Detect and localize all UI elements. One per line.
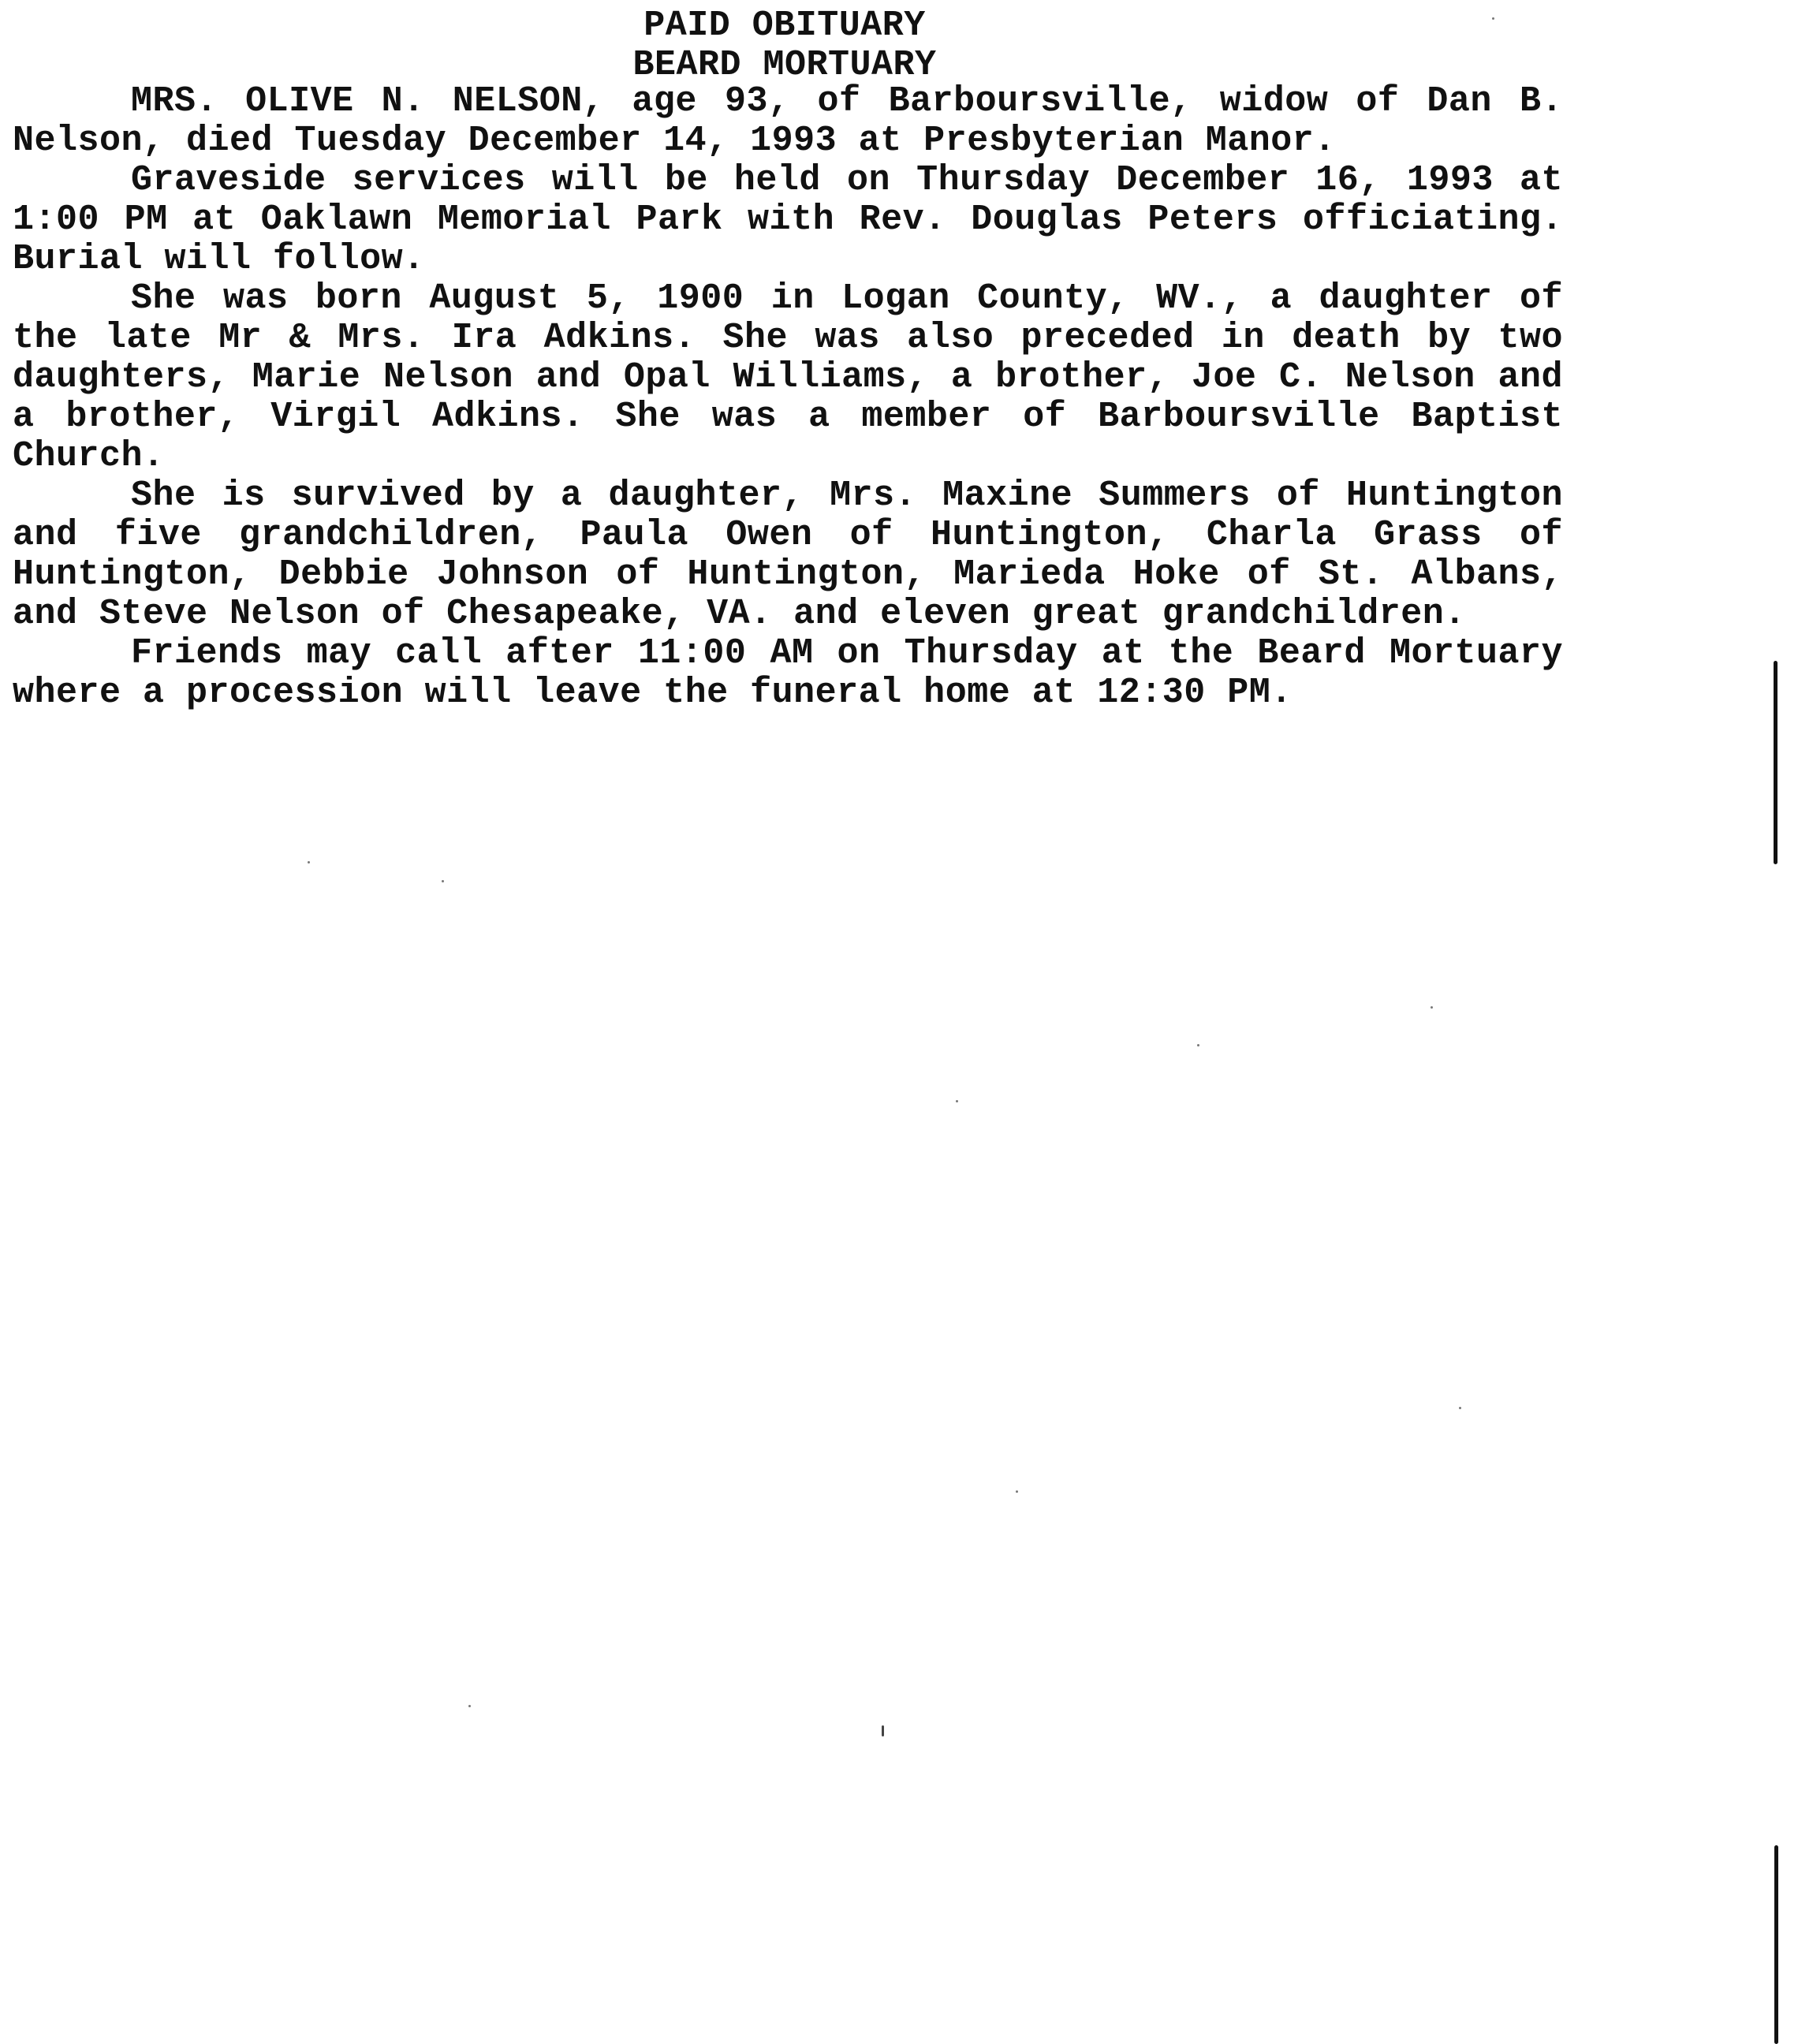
paragraph-survivors: She is survived by a daughter, Mrs. Maxine Summers of Huntington and five grandchildren, Paula Owen of Huntington, Charla Grass of Huntington, Debbie Johnson of Huntington, Marieda Hoke of St. Albans, and Steve Nelson of Chesapeake, VA. and eleven great grandchildren. — [13, 476, 1563, 634]
mortuary-heading: BEARD MORTUARY — [632, 45, 937, 85]
scan-edge-mark — [1774, 661, 1777, 864]
paragraph-biography: She was born August 5, 1900 in Logan County, WV., a daughter of the late Mr & Mrs. Ira Adkins. She was also preceded in death by two daughters, Marie Nelson and Opal Williams, a brother, Joe C. Nelson and a brother, Virgil Adkins. She was a member of Barboursville Baptist Church. — [13, 278, 1563, 476]
paragraph-visitation: Friends may call after 11:00 AM on Thursday at the Beard Mortuary where a procession will leave the funeral home at 12:30 PM. — [13, 633, 1563, 713]
obituary-heading: PAID OBITUARY — [643, 6, 926, 46]
scan-speck — [442, 880, 444, 882]
scan-speck — [1016, 1490, 1018, 1493]
paragraph-death-notice: MRS. OLIVE N. NELSON, age 93, of Barboursville, widow of Dan B. Nelson, died Tuesday December 14, 1993 at Presbyterian Manor. — [13, 81, 1563, 161]
scan-speck — [1459, 1407, 1461, 1409]
scan-speck — [882, 1725, 884, 1736]
scan-edge-mark — [1774, 1845, 1778, 2044]
obituary-body — [13, 82, 1563, 713]
scan-speck — [1197, 1044, 1199, 1046]
paragraph-services: Graveside services will be held on Thursday December 16, 1993 at 1:00 PM at Oaklawn Memorial Park with Rev. Douglas Peters officiating. Burial will follow. — [13, 160, 1563, 279]
scan-speck — [1492, 17, 1494, 20]
scan-speck — [1431, 1006, 1433, 1009]
scan-speck — [308, 861, 310, 863]
scan-speck — [468, 1705, 471, 1707]
scan-speck — [956, 1100, 958, 1102]
